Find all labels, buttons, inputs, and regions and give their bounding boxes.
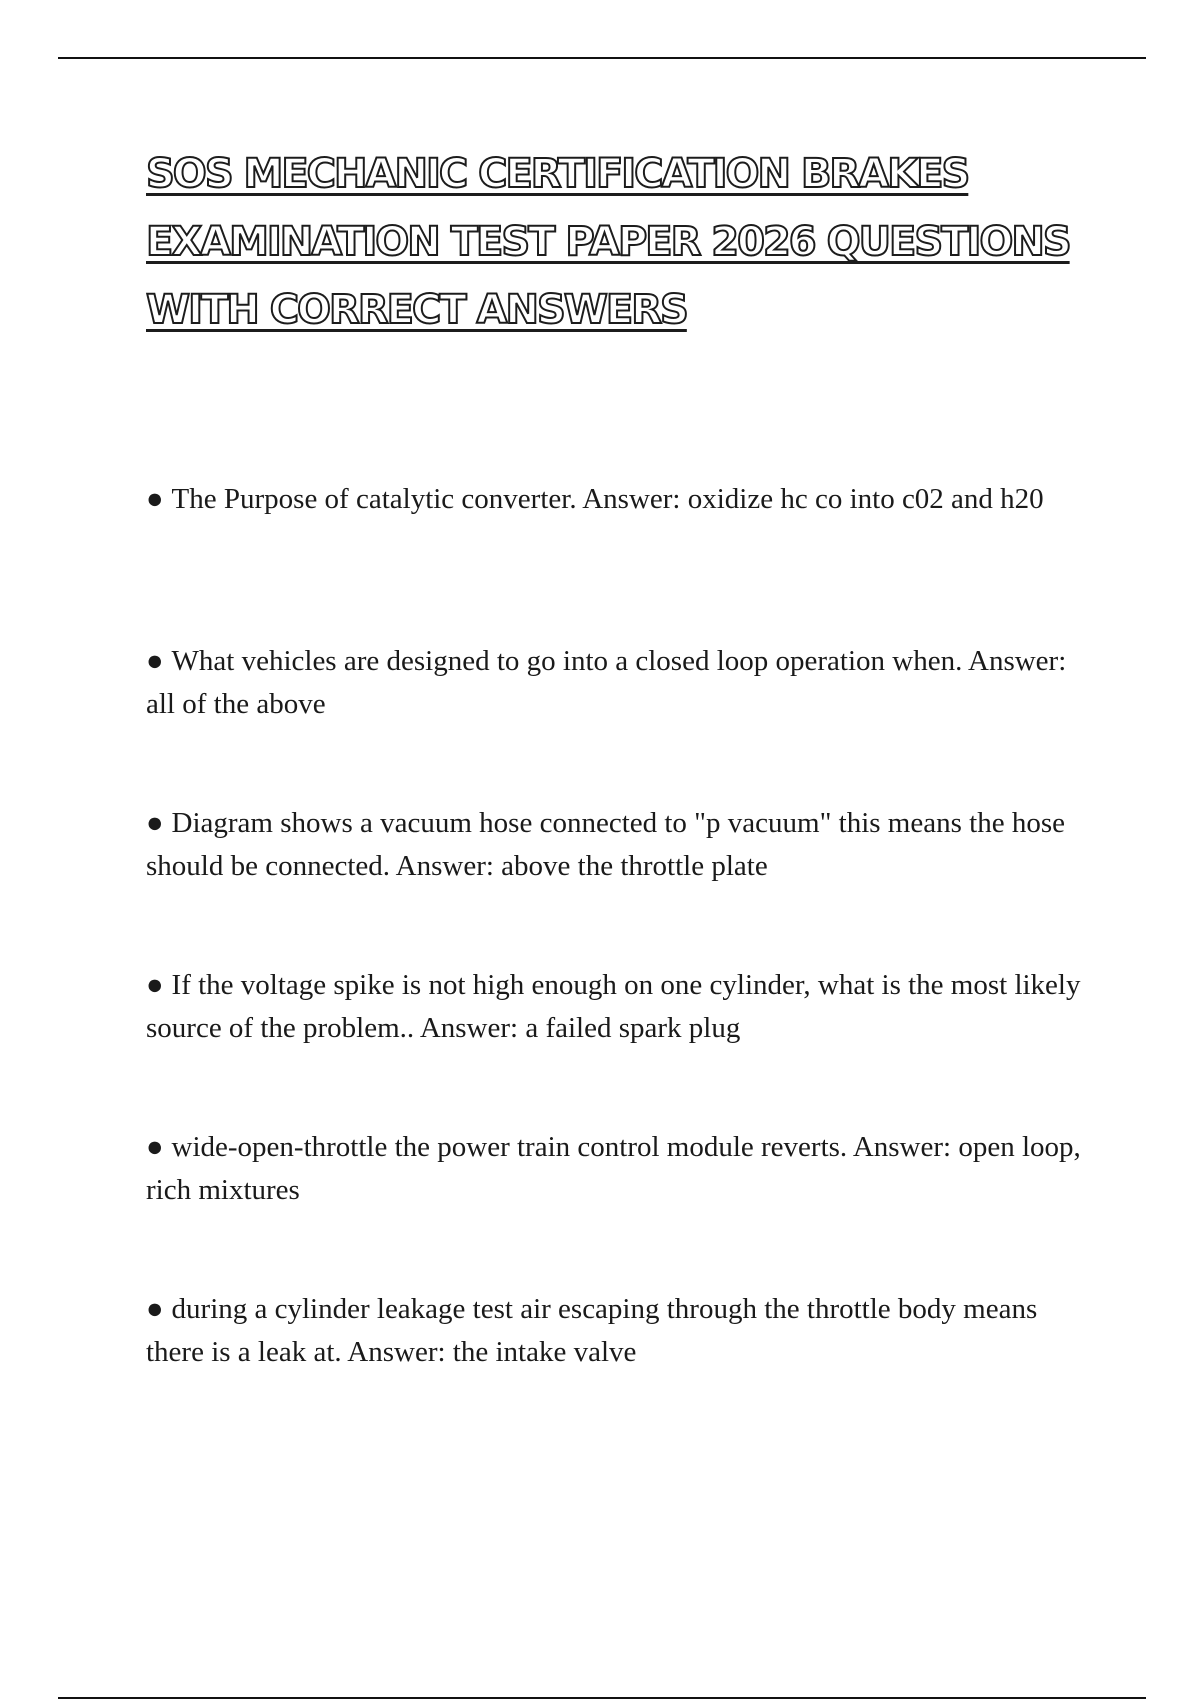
- qa-item-1: [146, 478, 1096, 564]
- bullet-icon: ●: [146, 645, 164, 677]
- qa-text: What vehicles are designed to go into a closed loop operation when. Answer: all of the above: [146, 645, 1067, 720]
- qa-text: Diagram shows a vacuum hose connected to "p vacuum" this means the hose should be connected. Answer: above the throttle plate: [146, 807, 1065, 882]
- qa-item-4: [146, 964, 1096, 1050]
- qa-item-2: [146, 640, 1096, 726]
- qa-item-3: [146, 802, 1096, 888]
- qa-item-6: [146, 1288, 1096, 1374]
- qa-text: The Purpose of catalytic converter. Answer: oxidize hc co into c02 and h20: [171, 483, 1044, 515]
- title-line-1: SOS MECHANIC CERTIFICATION BRAKES: [146, 151, 969, 197]
- question-answer-list: [146, 478, 1096, 1450]
- bullet-icon: ●: [146, 1131, 164, 1163]
- title-line-3: WITH CORRECT ANSWERS: [146, 287, 687, 333]
- document-title: [146, 140, 1126, 344]
- bottom-rule: [58, 1697, 1146, 1699]
- top-rule: [58, 57, 1146, 59]
- bullet-icon: ●: [146, 807, 164, 839]
- qa-item-5: [146, 1126, 1096, 1212]
- qa-text: wide-open-throttle the power train control module reverts. Answer: open loop, rich mixtures: [146, 1131, 1081, 1206]
- bullet-icon: ●: [146, 1293, 164, 1325]
- bullet-icon: ●: [146, 483, 164, 515]
- qa-text: during a cylinder leakage test air escaping through the throttle body means there is a leak at. Answer: the intake valve: [146, 1293, 1038, 1368]
- qa-text: If the voltage spike is not high enough on one cylinder, what is the most likely source of the problem.. Answer: a failed spark plug: [146, 969, 1081, 1044]
- bullet-icon: ●: [146, 969, 164, 1001]
- title-line-2: EXAMINATION TEST PAPER 2026 QUESTIONS: [146, 219, 1070, 265]
